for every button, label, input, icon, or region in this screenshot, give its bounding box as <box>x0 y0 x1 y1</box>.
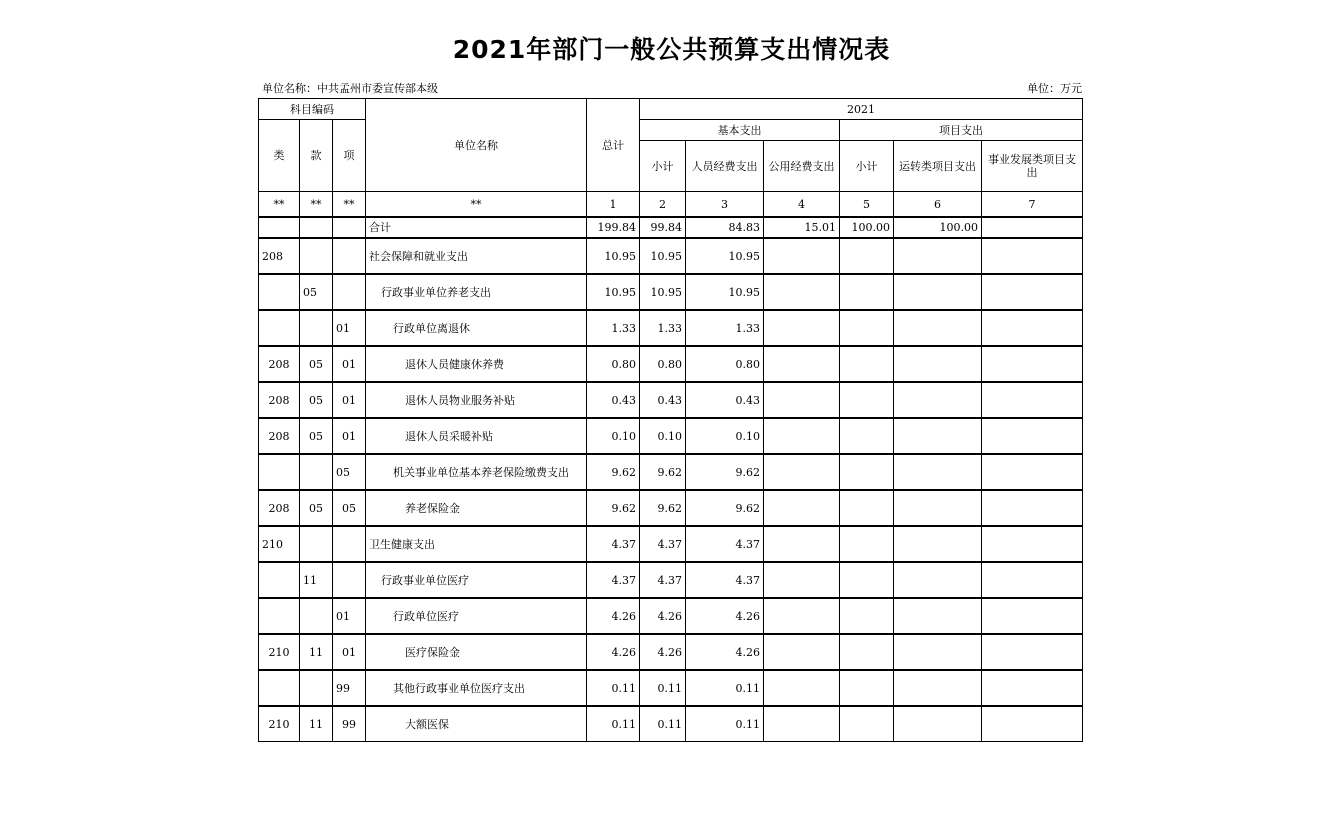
code-lei: 210 <box>259 634 300 670</box>
code-lei: 208 <box>259 238 300 274</box>
unit-label: 单位：万元 <box>1027 82 1082 95</box>
cell-operating <box>894 274 982 310</box>
cell-project-subtotal <box>840 634 894 670</box>
header-unit-name: 单位名称 <box>366 99 587 192</box>
table-row <box>259 562 1083 598</box>
code-lei: 208 <box>259 346 300 382</box>
total-public: 15.01 <box>764 217 840 238</box>
cell-development <box>982 562 1083 598</box>
code-xiang: 01 <box>333 346 366 382</box>
header-kuan: 款 <box>300 120 333 192</box>
code-kuan <box>300 310 333 346</box>
cell-total: 9.62 <box>587 454 640 490</box>
code-lei <box>259 274 300 310</box>
cell-total: 0.80 <box>587 346 640 382</box>
code-lei: 208 <box>259 490 300 526</box>
header-project-expenditure: 项目支出 <box>840 120 1083 141</box>
cell-development <box>982 346 1083 382</box>
header-subject-code: 科目编码 <box>259 99 366 120</box>
total-development <box>982 217 1083 238</box>
cell-development <box>982 310 1083 346</box>
total-personnel: 84.83 <box>686 217 764 238</box>
cell-total: 10.95 <box>587 274 640 310</box>
item-name: 卫生健康支出 <box>366 526 587 562</box>
cell-project-subtotal <box>840 670 894 706</box>
code-lei <box>259 670 300 706</box>
cell-operating <box>894 490 982 526</box>
page-title: 2021年部门一般公共预算支出情况表 <box>452 35 891 64</box>
cell-project-subtotal <box>840 490 894 526</box>
code-lei: 210 <box>259 526 300 562</box>
cell-total: 0.10 <box>587 418 640 454</box>
code-xiang <box>333 238 366 274</box>
cell-operating <box>894 526 982 562</box>
cell-personnel: 0.43 <box>686 382 764 418</box>
cell-development <box>982 274 1083 310</box>
code-kuan: 05 <box>300 346 333 382</box>
cell-public <box>764 346 840 382</box>
cell-operating <box>894 346 982 382</box>
cell-basic-subtotal: 4.37 <box>640 562 686 598</box>
item-name: 退休人员采暖补贴 <box>366 418 587 454</box>
cell-personnel: 10.95 <box>686 238 764 274</box>
cell-development <box>982 598 1083 634</box>
code-lei: 208 <box>259 418 300 454</box>
total-project-subtotal: 100.00 <box>840 217 894 238</box>
item-name: 行政事业单位养老支出 <box>366 274 587 310</box>
cell-total: 4.37 <box>587 526 640 562</box>
cell-total: 4.26 <box>587 598 640 634</box>
index-name: ** <box>366 192 587 218</box>
cell-operating <box>894 418 982 454</box>
total-kuan <box>300 217 333 238</box>
item-name: 养老保险金 <box>366 490 587 526</box>
cell-development <box>982 706 1083 742</box>
cell-basic-subtotal: 10.95 <box>640 274 686 310</box>
code-xiang: 99 <box>333 670 366 706</box>
index-1: 1 <box>587 192 640 218</box>
cell-operating <box>894 454 982 490</box>
cell-project-subtotal <box>840 526 894 562</box>
cell-basic-subtotal: 10.95 <box>640 238 686 274</box>
code-lei <box>259 454 300 490</box>
cell-public <box>764 706 840 742</box>
index-6: 6 <box>894 192 982 218</box>
cell-project-subtotal <box>840 382 894 418</box>
code-kuan: 11 <box>300 562 333 598</box>
total-xiang <box>333 217 366 238</box>
code-xiang: 01 <box>333 634 366 670</box>
table-row <box>259 598 1083 634</box>
header-xiang: 项 <box>333 120 366 192</box>
index-lei: ** <box>259 192 300 218</box>
code-kuan <box>300 526 333 562</box>
total-operating: 100.00 <box>894 217 982 238</box>
cell-project-subtotal <box>840 418 894 454</box>
cell-operating <box>894 382 982 418</box>
cell-public <box>764 454 840 490</box>
header-public: 公用经费支出 <box>764 141 840 192</box>
cell-personnel: 4.37 <box>686 562 764 598</box>
cell-public <box>764 490 840 526</box>
code-kuan <box>300 670 333 706</box>
cell-basic-subtotal: 0.80 <box>640 346 686 382</box>
cell-public <box>764 670 840 706</box>
table-row <box>259 454 1083 490</box>
unit-name: 单位名称：中共孟州市委宣传部本级 <box>262 82 438 95</box>
cell-basic-subtotal: 4.26 <box>640 598 686 634</box>
cell-personnel: 4.37 <box>686 526 764 562</box>
cell-development <box>982 526 1083 562</box>
cell-development <box>982 238 1083 274</box>
table-row <box>259 670 1083 706</box>
cell-project-subtotal <box>840 598 894 634</box>
cell-development <box>982 490 1083 526</box>
code-lei <box>259 562 300 598</box>
cell-personnel: 9.62 <box>686 454 764 490</box>
cell-project-subtotal <box>840 310 894 346</box>
cell-operating <box>894 670 982 706</box>
cell-total: 0.43 <box>587 382 640 418</box>
index-4: 4 <box>764 192 840 218</box>
table-row <box>259 418 1083 454</box>
cell-basic-subtotal: 0.11 <box>640 706 686 742</box>
code-kuan <box>300 238 333 274</box>
cell-public <box>764 238 840 274</box>
header-total: 总计 <box>587 99 640 192</box>
item-name: 行政单位离退休 <box>366 310 587 346</box>
cell-development <box>982 382 1083 418</box>
item-name: 机关事业单位基本养老保险缴费支出 <box>366 454 587 490</box>
cell-basic-subtotal: 0.10 <box>640 418 686 454</box>
cell-public <box>764 598 840 634</box>
header-basic-subtotal: 小计 <box>640 141 686 192</box>
cell-personnel: 4.26 <box>686 634 764 670</box>
cell-basic-subtotal: 0.11 <box>640 670 686 706</box>
table-row <box>259 310 1083 346</box>
header-project-subtotal: 小计 <box>840 141 894 192</box>
cell-total: 4.37 <box>587 562 640 598</box>
code-xiang <box>333 274 366 310</box>
table-row <box>259 274 1083 310</box>
cell-project-subtotal <box>840 274 894 310</box>
index-5: 5 <box>840 192 894 218</box>
code-lei <box>259 310 300 346</box>
code-xiang: 01 <box>333 310 366 346</box>
code-kuan: 05 <box>300 490 333 526</box>
cell-personnel: 1.33 <box>686 310 764 346</box>
table-row <box>259 382 1083 418</box>
cell-total: 9.62 <box>587 490 640 526</box>
cell-total: 4.26 <box>587 634 640 670</box>
total-name: 合计 <box>366 217 587 238</box>
cell-personnel: 0.10 <box>686 418 764 454</box>
cell-personnel: 4.26 <box>686 598 764 634</box>
cell-public <box>764 274 840 310</box>
cell-project-subtotal <box>840 238 894 274</box>
cell-operating <box>894 598 982 634</box>
code-lei: 208 <box>259 382 300 418</box>
cell-basic-subtotal: 4.37 <box>640 526 686 562</box>
index-7: 7 <box>982 192 1083 218</box>
cell-development <box>982 454 1083 490</box>
cell-public <box>764 562 840 598</box>
table-row <box>259 346 1083 382</box>
index-2: 2 <box>640 192 686 218</box>
table-row <box>259 526 1083 562</box>
cell-project-subtotal <box>840 706 894 742</box>
cell-total: 0.11 <box>587 706 640 742</box>
cell-total: 0.11 <box>587 670 640 706</box>
cell-personnel: 0.80 <box>686 346 764 382</box>
cell-development <box>982 670 1083 706</box>
cell-project-subtotal <box>840 346 894 382</box>
item-name: 大额医保 <box>366 706 587 742</box>
item-name: 医疗保险金 <box>366 634 587 670</box>
cell-development <box>982 418 1083 454</box>
cell-operating <box>894 238 982 274</box>
header-personnel: 人员经费支出 <box>686 141 764 192</box>
header-operating: 运转类项目支出 <box>894 141 982 192</box>
cell-operating <box>894 310 982 346</box>
index-kuan: ** <box>300 192 333 218</box>
table-row <box>259 238 1083 274</box>
header-basic-expenditure: 基本支出 <box>640 120 840 141</box>
code-kuan: 05 <box>300 274 333 310</box>
code-xiang: 01 <box>333 598 366 634</box>
table-row <box>259 490 1083 526</box>
cell-project-subtotal <box>840 454 894 490</box>
code-kuan: 05 <box>300 382 333 418</box>
code-kuan: 11 <box>300 634 333 670</box>
code-xiang: 05 <box>333 454 366 490</box>
total-row <box>259 217 1083 238</box>
cell-basic-subtotal: 1.33 <box>640 310 686 346</box>
cell-personnel: 9.62 <box>686 490 764 526</box>
cell-personnel: 0.11 <box>686 706 764 742</box>
cell-public <box>764 418 840 454</box>
cell-public <box>764 382 840 418</box>
cell-operating <box>894 562 982 598</box>
item-name: 退休人员物业服务补贴 <box>366 382 587 418</box>
code-xiang: 01 <box>333 418 366 454</box>
total-lei <box>259 217 300 238</box>
code-kuan <box>300 454 333 490</box>
code-xiang: 05 <box>333 490 366 526</box>
index-3: 3 <box>686 192 764 218</box>
cell-public <box>764 634 840 670</box>
item-name: 其他行政事业单位医疗支出 <box>366 670 587 706</box>
total-total: 199.84 <box>587 217 640 238</box>
cell-personnel: 10.95 <box>686 274 764 310</box>
cell-public <box>764 310 840 346</box>
cell-basic-subtotal: 0.43 <box>640 382 686 418</box>
table-row <box>259 706 1083 742</box>
cell-basic-subtotal: 4.26 <box>640 634 686 670</box>
item-name: 行政事业单位医疗 <box>366 562 587 598</box>
code-xiang: 99 <box>333 706 366 742</box>
item-name: 行政单位医疗 <box>366 598 587 634</box>
code-kuan: 05 <box>300 418 333 454</box>
code-lei <box>259 598 300 634</box>
header-lei: 类 <box>259 120 300 192</box>
cell-project-subtotal <box>840 562 894 598</box>
cell-public <box>764 526 840 562</box>
cell-operating <box>894 706 982 742</box>
cell-total: 10.95 <box>587 238 640 274</box>
cell-basic-subtotal: 9.62 <box>640 490 686 526</box>
code-xiang <box>333 526 366 562</box>
cell-personnel: 0.11 <box>686 670 764 706</box>
code-xiang <box>333 562 366 598</box>
header-year: 2021 <box>640 99 1083 120</box>
cell-development <box>982 634 1083 670</box>
header-development: 事业发展类项目支出 <box>982 141 1083 192</box>
code-kuan <box>300 598 333 634</box>
budget-table <box>258 98 1083 742</box>
item-name: 社会保障和就业支出 <box>366 238 587 274</box>
cell-basic-subtotal: 9.62 <box>640 454 686 490</box>
cell-operating <box>894 634 982 670</box>
index-xiang: ** <box>333 192 366 218</box>
cell-total: 1.33 <box>587 310 640 346</box>
code-kuan: 11 <box>300 706 333 742</box>
total-subtotal: 99.84 <box>640 217 686 238</box>
item-name: 退休人员健康休养费 <box>366 346 587 382</box>
table-row <box>259 634 1083 670</box>
code-xiang: 01 <box>333 382 366 418</box>
code-lei: 210 <box>259 706 300 742</box>
